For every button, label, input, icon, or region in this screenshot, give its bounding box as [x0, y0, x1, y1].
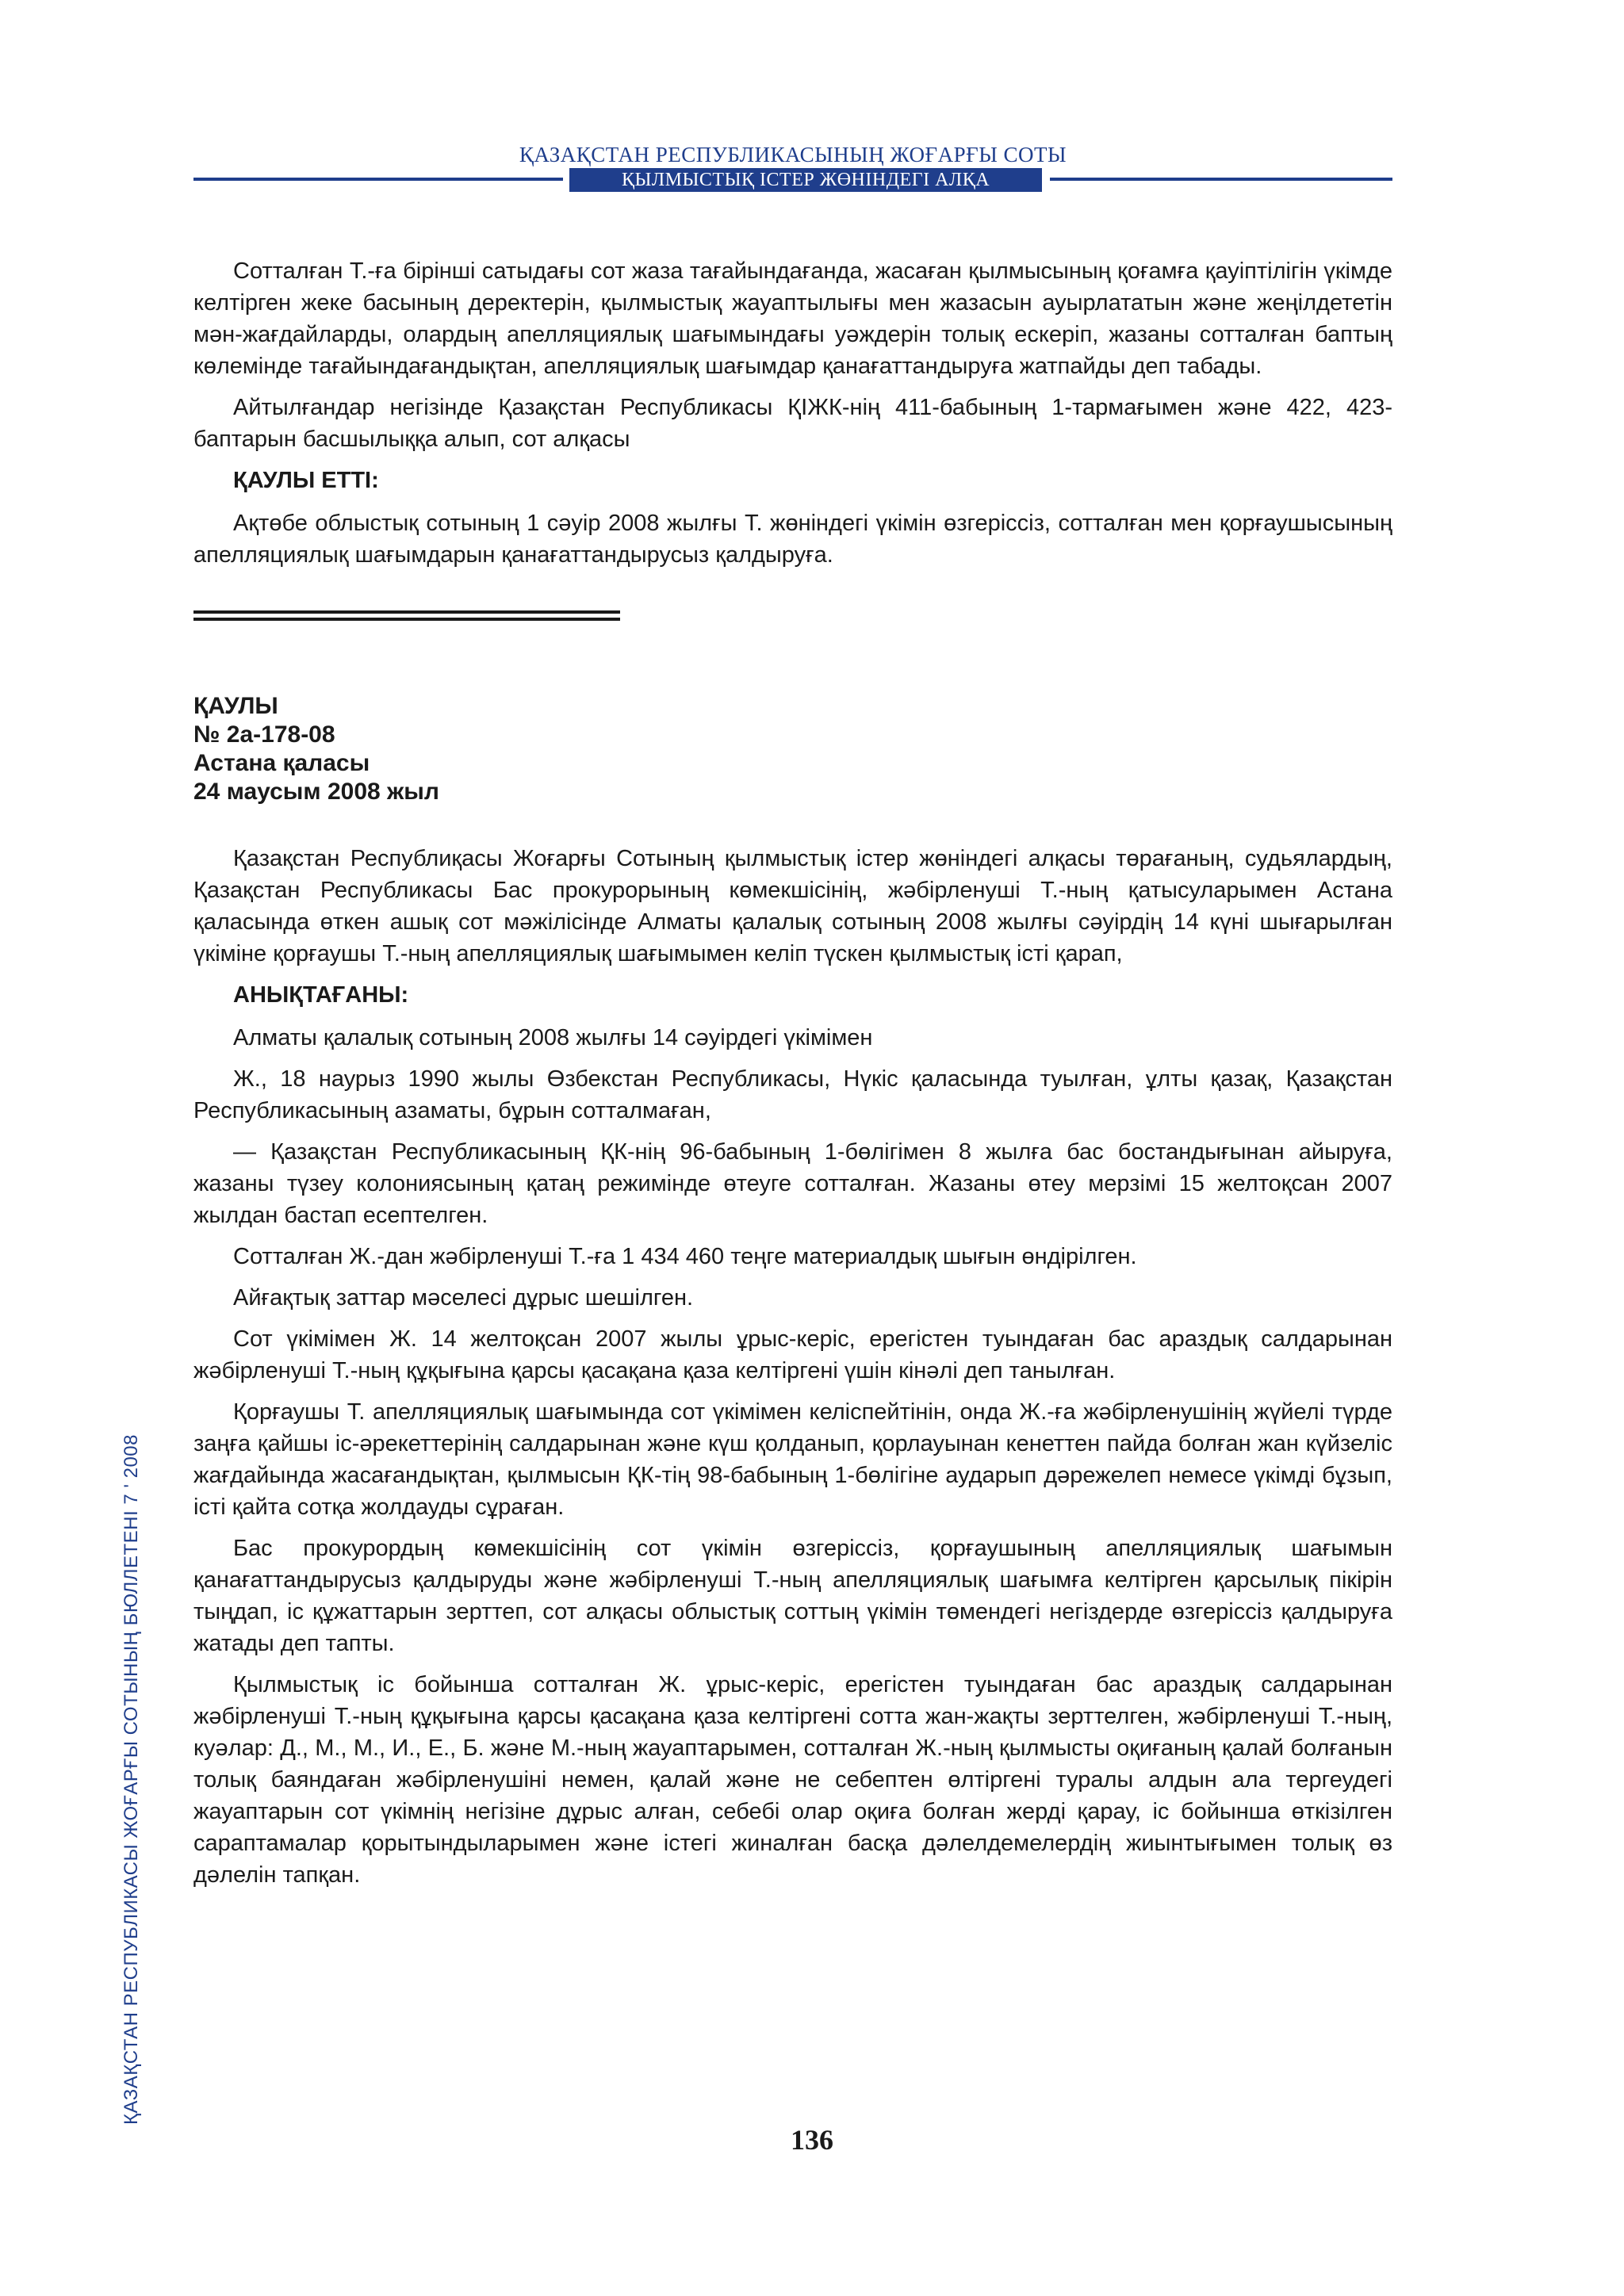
journal-side-title: ҚАЗАҚСТАН РЕСПУБЛИКАСЫ ЖОҒАРҒЫ СОТЫНЫҢ БЮЛЛЕТЕНІ 7 ' 2008 [121, 1433, 142, 2125]
decision-heading: ҚАУЛЫ ЕТТІ: [233, 468, 379, 493]
page-content [193, 255, 1392, 1900]
paragraph: Қазақстан Республиқасы Жоғарғы Сотының қылмыстық істер жөніндегі алқасы төрағаның, судьялардың, Қазақстан Республикасы Бас прокурорының көмекшісінің, жәбірленуші Т.-ның қатысуларымен Астана қаласында өткен ашық сот мәжілісінде Алматы қалалық сотының 2008 жылғы сәуірдің 14 күні шығарылған үкіміне қорғаушы Т.-ның апелляциялық шағымымен келіп түскен қылмыстық істі қарап, [193, 846, 1392, 966]
paragraph: Ж., 18 наурыз 1990 жылы Өзбекстан Республикасы, Нүкіс қаласында туылған, ұлты қазақ, Қазақстан Республикасының азаматы, бұрын сотталмаған, [193, 1066, 1392, 1123]
paragraph: Алматы қалалық сотының 2008 жылғы 14 сәуірдегі үкімімен [233, 1025, 873, 1050]
page-number: 136 [791, 2124, 833, 2156]
section-separator [193, 610, 620, 621]
findings-heading: АНЫҚТАҒАНЫ: [233, 982, 409, 1008]
paragraph: — Қазақстан Республикасының ҚК-нің 96-бабының 1-бөлігімен 8 жылға бас бостандығынан айыруға, жазаны түзеу колониясының қатаң режимінде өтеуге сотталған. Жазаны өтеу мерзімі 15 желтоқсан 2007 жылдан бастап есептелген. [193, 1139, 1392, 1228]
paragraph: Сотталған Т.-ға бірінші сатыдағы сот жаза тағайындағанда, жасаған қылмысының қоғамға қауіптілігін үкімде келтірген жеке басының деректерін, қылмыстық жауаптылығы мен жазасын ауырлататын және жеңілдететін мән-жағдайларды, олардың апелляциялық шағымындағы уәждерін толық ескеріп, жазаны сотталған баптың көлемінде тағайындағандықтан, апелляциялық шағымдар қанағаттандыруға жатпайды деп табады. [193, 258, 1392, 379]
resolution-title: ҚАУЛЫ [193, 693, 278, 719]
header-rule-right [1050, 178, 1392, 181]
header-subtitle: ҚЫЛМЫСТЫҚ ІСТЕР ЖӨНІНДЕГІ АЛҚА [569, 168, 1042, 192]
resolution-place: Астана қаласы [193, 750, 370, 776]
resolution-number: № 2а-178-08 [193, 721, 335, 748]
paragraph: Ақтөбе облыстық сотының 1 сәуір 2008 жылғы Т. жөніндегі үкімін өзгеріссіз, сотталған мен қорғаушысының апелляциялық шағымдарын қанағаттандырусыз қалдыруға. [193, 511, 1392, 568]
paragraph: Бас прокурордың көмекшісінің сот үкімін өзгеріссіз, қорғаушының апелляциялық шағымын қанағаттандырусыз қалдыруды және жәбірленуші Т.-ның апелляциялық шағымға келтірген қарсылық пікірін тыңдап, іс құжаттарын зерттеп, сот алқасы облыстық соттың үкімін төмендегі негіздерде өзгеріссіз қалдыруға жатады деп тапты. [193, 1536, 1392, 1656]
separator-line [193, 610, 620, 614]
header-subtitle-row [193, 168, 1392, 195]
header-rule-left [193, 178, 563, 181]
paragraph: Қылмыстық іс бойынша сотталған Ж. ұрыс-керіс, ерегістен туындаған бас араздық салдарынан жәбірленуші Т.-ның құқығына қарсы қасақана қаза келтіргені сотта жан-жақты зерттелген, жәбірленуші Т.-ның, куәлар: Д., М., М., И., Е., Б. және М.-ның жауаптарымен, сотталған Ж.-ның қылмысты оқиғаның қалай болғанын толық баяндаған жәбірленушіні немен, қалай және не себептен өлтіргені туралы алдын ала тергеудегі жауаптарын сот үкімнің негізіне дұрыс алған, себебі олар оқиға болған жерді қарау, іс бойынша өткізілген сараптамалар қорытындыларымен және істегі жиналған басқа дәлелдемелердің жиынтығымен толық өз дәлелін тапқан. [193, 1672, 1392, 1888]
separator-line [193, 618, 620, 621]
resolution-date: 24 маусым 2008 жыл [193, 779, 439, 805]
paragraph: Айтылғандар негізінде Қазақстан Республикасы ҚІЖК-нің 411-бабының 1-тармағымен және 422, 423-баптарын басшылыққа алып, сот алқасы [193, 395, 1392, 452]
paragraph: Сотталған Ж.-дан жәбірленуші Т.-ға 1 434 460 теңге материалдық шығын өндірілген. [233, 1244, 1137, 1269]
paragraph: Қорғаушы Т. апелляциялық шағымында сот үкімімен келіспейтінін, онда Ж.-ға жәбірленушінің жүйелі түрде заңға қайшы іс-әрекеттерінің салдарынан және күш қолданып, қорлауынан кенеттен пайда болған жан күйзеліс жағдайында жасағандықтан, қылмысын ҚК-тің 98-бабының 1-бөлігіне аударып дәрежелеп немесе үкімді бұзып, істі қайта сотқа жолдауды сұраған. [193, 1399, 1392, 1520]
paragraph: Айғақтық заттар мәселесі дұрыс шешілген. [233, 1285, 694, 1311]
running-header [193, 141, 1392, 195]
resolution-title-block [193, 692, 1392, 806]
header-title: ҚАЗАҚСТАН РЕСПУБЛИКАСЫНЫҢ ЖОҒАРҒЫ СОТЫ [519, 143, 1067, 166]
paragraph: Сот үкімімен Ж. 14 желтоқсан 2007 жылы ұрыс-керіс, ерегістен туындаған бас араздық салдарынан жәбірленуші Т.-ның құқығына қарсы қасақана қаза келтіргені үшін кінәлі деп танылған. [193, 1326, 1392, 1383]
